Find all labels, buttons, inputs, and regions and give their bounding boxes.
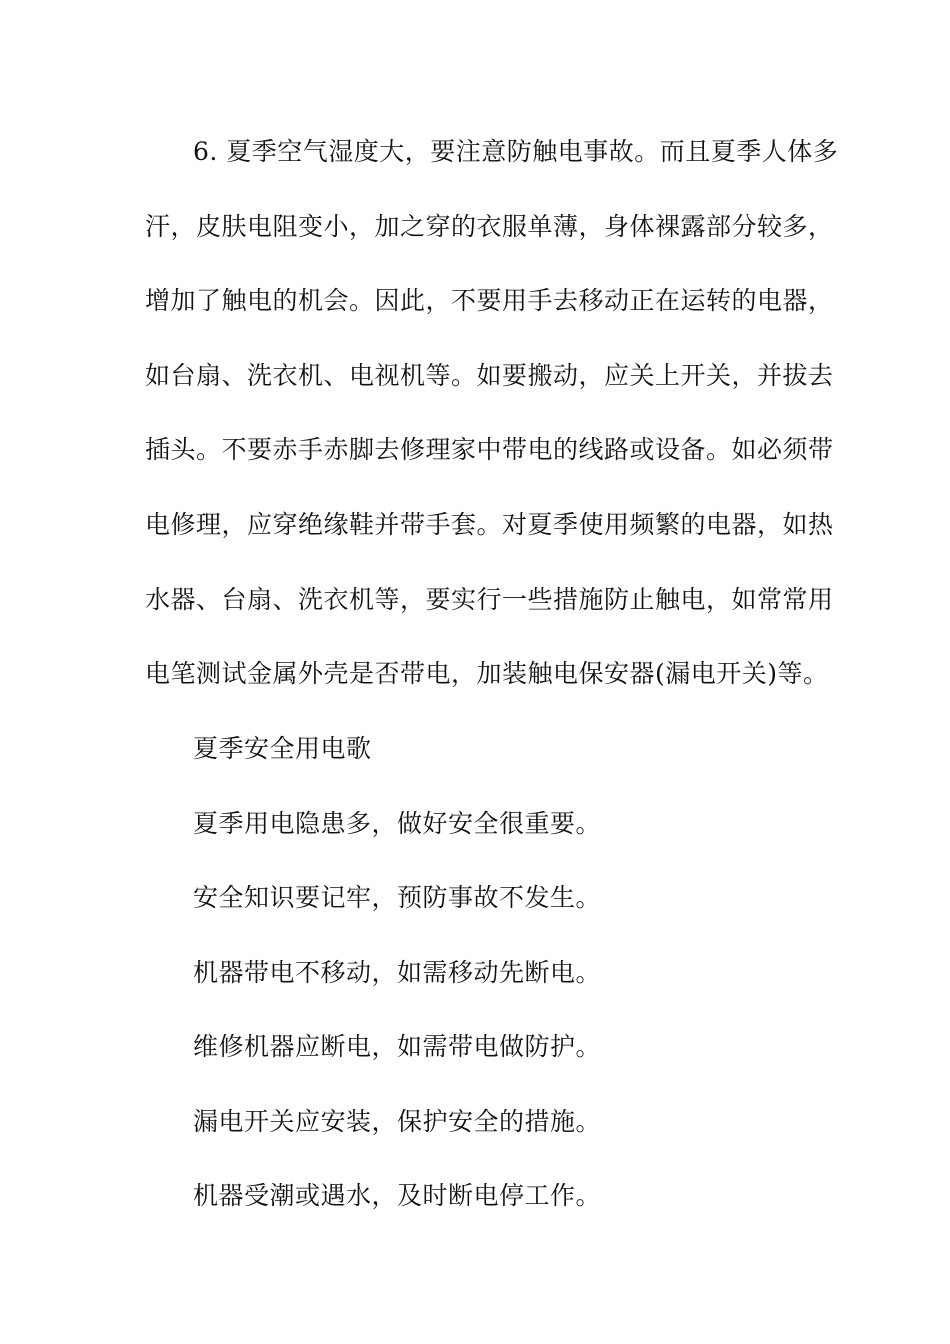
song-verse: 机器受潮或遇水，及时断电停工作。 — [193, 1181, 602, 1210]
paragraph-line: 水器、台扇、洗衣机等，要实行一些措施防止触电，如常常用 — [145, 585, 834, 614]
song-verse: 维修机器应断电，如需带电做防护。 — [193, 1032, 602, 1061]
paragraph-line: 电笔测试金属外壳是否带电，加装触电保安器(漏电开关)等。 — [145, 659, 829, 688]
paragraph-line: 如台扇、洗衣机、电视机等。如要搬动，应关上开关，并拔去 — [145, 361, 834, 390]
song-verse: 夏季用电隐患多，做好安全很重要。 — [193, 809, 602, 838]
paragraph-line: 汗，皮肤电阻变小，加之穿的衣服单薄，身体裸露部分较多， — [145, 212, 834, 241]
song-title: 夏季安全用电歌 — [193, 734, 372, 763]
paragraph-line: 增加了触电的机会。因此，不要用手去移动正在运转的电器， — [145, 286, 834, 315]
paragraph-line: 电修理，应穿绝缘鞋并带手套。对夏季使用频繁的电器，如热 — [145, 510, 834, 539]
song-verse: 机器带电不移动，如需移动先断电。 — [193, 958, 602, 987]
paragraph-line: 插头。不要赤手赤脚去修理家中带电的线路或设备。如必须带 — [145, 435, 834, 464]
song-verse: 安全知识要记牢，预防事故不发生。 — [193, 883, 602, 912]
paragraph-line: 6. 夏季空气湿度大，要注意防触电事故。而且夏季人体多 — [193, 137, 839, 166]
song-verse: 漏电开关应安装，保护安全的措施。 — [193, 1107, 602, 1136]
